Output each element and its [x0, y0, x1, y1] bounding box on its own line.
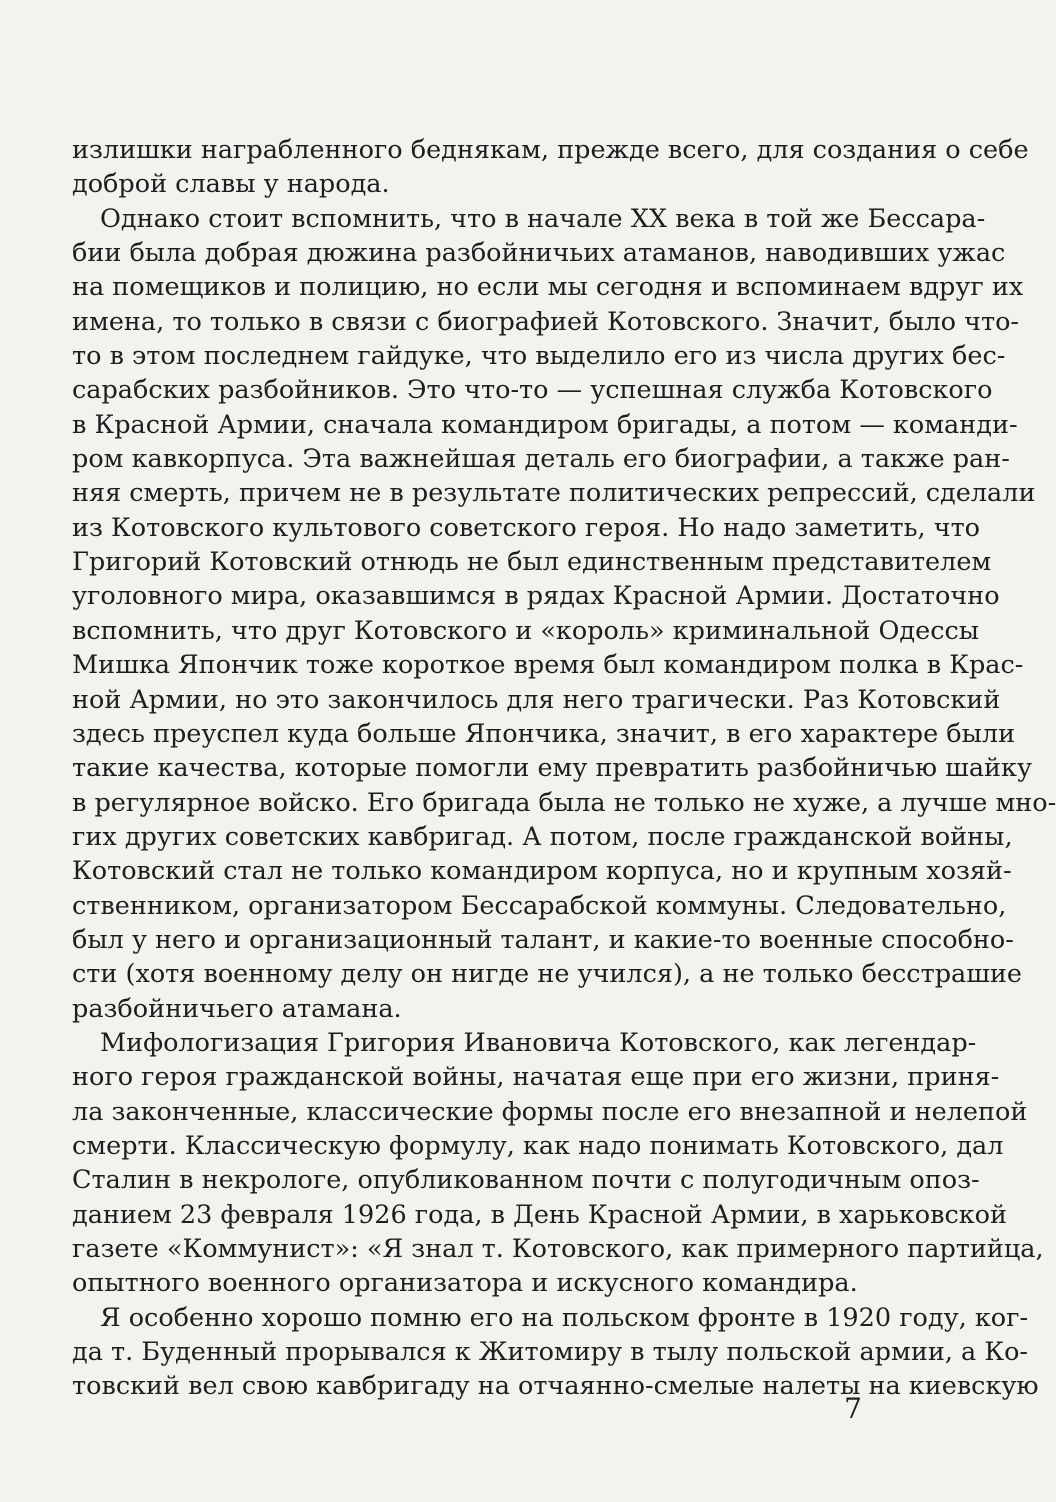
text-line: Мишка Япончик тоже короткое время был командиром полка в Крас- — [72, 650, 1024, 681]
text-line: гих других советских кавбригад. А потом, после гражданской войны, — [72, 821, 1013, 852]
text-line: ного героя гражданской войны, начатая еще при его жизни, приня- — [72, 1062, 1000, 1093]
text-line: Котовский стал не только командиром корпуса, но и крупным хозяй- — [72, 856, 1012, 887]
text-line: сти (хотя военному делу он нигде не учился), а не только бесстрашие — [72, 959, 1023, 990]
text-line: опытного военного организатора и искусного командира. — [72, 1268, 858, 1299]
text-line: няя смерть, причем не в результате политических репрессий, сделали — [72, 478, 1036, 509]
text-line: разбойничьего атамана. — [72, 993, 402, 1024]
text-line: такие качества, которые помогли ему превратить разбойничью шайку — [72, 753, 1032, 784]
text-line: Мифологизация Григория Ивановича Котовского, как легендар- — [100, 1027, 977, 1058]
page-number: 7 — [844, 1392, 862, 1425]
text-line: да т. Буденный прорывался к Житомиру в тылу польской армии, а Ко- — [72, 1337, 1029, 1368]
text-line: бии была добрая дюжина разбойничьих атаманов, наводивших ужас — [72, 238, 1006, 269]
text-line: в Красной Армии, сначала командиром бригады, а потом — команди- — [72, 409, 1018, 440]
text-line: здесь преуспел куда больше Япончика, значит, в его характере были — [72, 718, 1016, 749]
page-body-text — [72, 133, 1056, 1404]
text-line: то в этом последнем гайдуке, что выделило его из числа других бес- — [72, 341, 1006, 372]
text-line: в регулярное войско. Его бригада была не только не хуже, а лучше мно- — [72, 787, 1056, 818]
text-line: излишки награбленного беднякам, прежде всего, для создания о себе — [72, 135, 1029, 165]
text-line: ла законченные, классические формы после его внезапной и нелепой — [72, 1096, 1028, 1127]
text-line: имена, то только в связи с биографией Котовского. Значит, было что- — [72, 306, 1020, 337]
text-line: ной Армии, но это закончилось для него трагически. Раз Котовский — [72, 684, 1001, 715]
text-line: сарабских разбойников. Это что-то — успешная служба Котовского — [72, 375, 993, 406]
text-line: был у него и организационный талант, и какие-то военные способно- — [72, 924, 1014, 955]
text-line: вспомнить, что друг Котовского и «король» криминальной Одессы — [72, 615, 980, 646]
text-line: из Котовского культового советского героя. Но надо заметить, что — [72, 512, 981, 543]
text-line: смерти. Классическую формулу, как надо понимать Котовского, дал — [72, 1130, 1004, 1161]
text-line: на помещиков и полицию, но если мы сегодня и вспоминаем вдруг их — [72, 272, 1024, 303]
text-line: Я особенно хорошо помню его на польском фронте в 1920 году, ког- — [100, 1302, 1029, 1333]
text-line: Григорий Котовский отнюдь не был единственным представителем — [72, 547, 992, 578]
text-line: Сталин в некрологе, опубликованном почти с полугодичным опоз- — [72, 1165, 980, 1196]
text-line: ственником, организатором Бессарабской коммуны. Следовательно, — [72, 890, 1007, 921]
text-line: уголовного мира, оказавшимся в рядах Красной Армии. Достаточно — [72, 581, 1000, 612]
text-line: Однако стоит вспомнить, что в начале XX века в той же Бессара- — [100, 203, 986, 234]
text-line: данием 23 февраля 1926 года, в День Красной Армии, в харьковской — [72, 1199, 1008, 1230]
text-line: ром кавкорпуса. Эта важнейшая деталь его биографии, а также ран- — [72, 444, 1010, 475]
text-line: газете «Коммунист»: «Я знал т. Котовского, как примерного партийца, — [72, 1234, 1044, 1264]
text-line: товский вел свою кавбригаду на отчаянно-смелые налеты на киевскую — [72, 1371, 1039, 1402]
text-line: доброй славы у народа. — [72, 169, 390, 200]
